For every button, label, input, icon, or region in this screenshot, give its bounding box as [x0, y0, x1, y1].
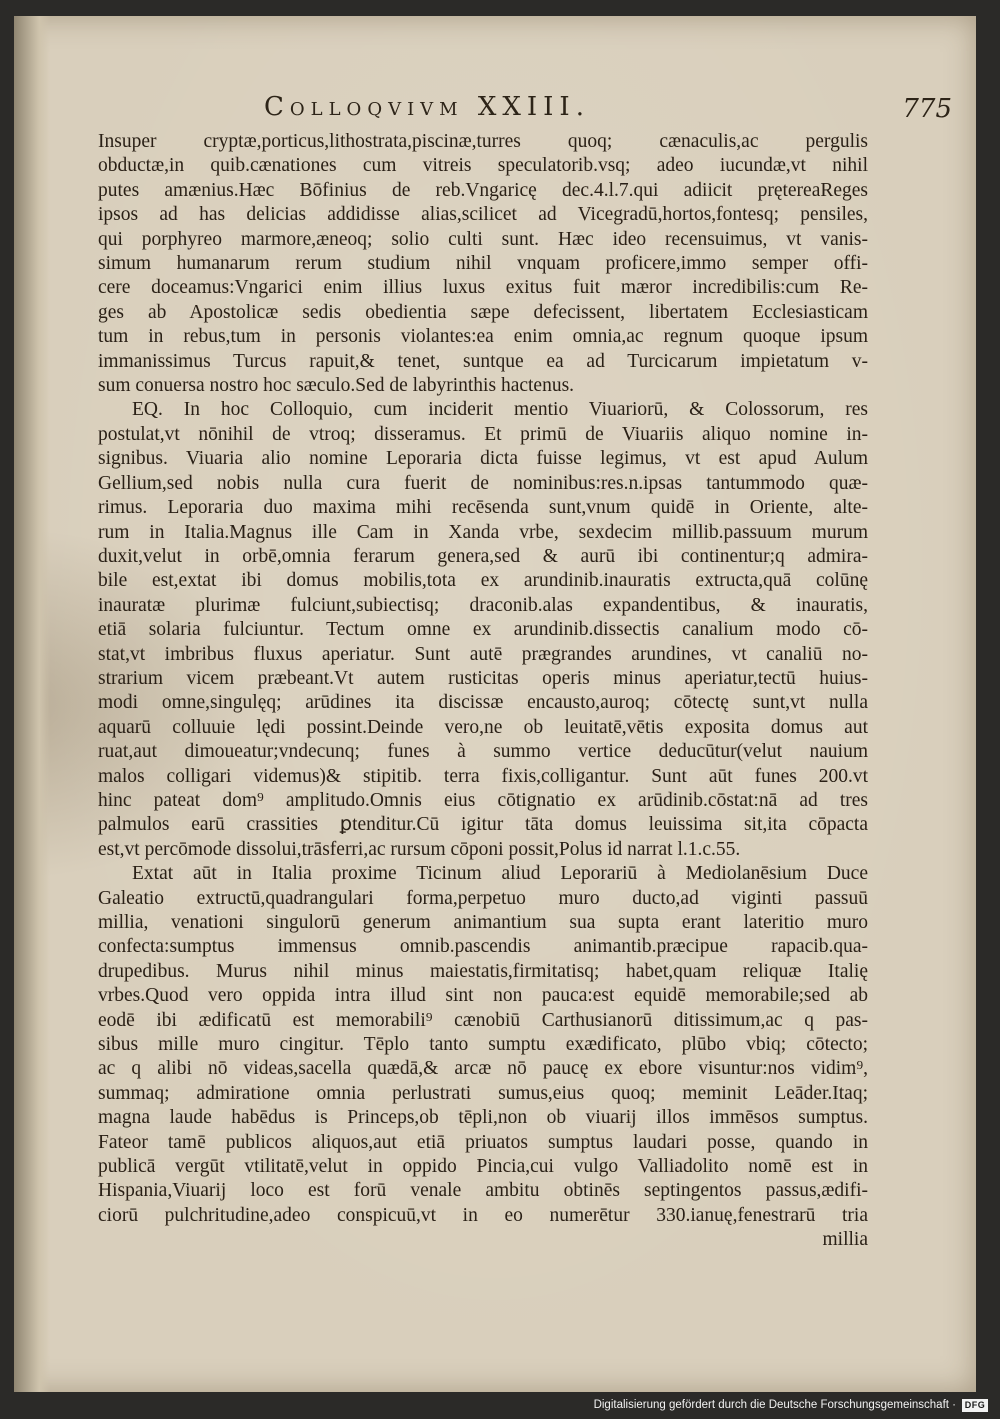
text-line: magna laude habēdus is Princeps,ob tēpli,non ob viuarij illos immēsos sumptus. [98, 1107, 868, 1129]
body-text [98, 130, 868, 1253]
text-line: immanissimus Turcus rapuit,& tenet, suntque ea ad Turcicarum impietatum v- [98, 350, 868, 372]
text-line: Extat aūt in Italia proxime Ticinum aliud Leporariū à Mediolanēsium Duce [132, 863, 868, 885]
text-line: ruat,aut dimoueatur;vndecunq; funes à summo vertice deducūtur(velut nauium [98, 741, 868, 763]
text-line: malos colligari videmus)& stipitib. terra fixis,colligantur. Sunt aūt funes 200.vt [98, 765, 868, 787]
text-line: qui porphyreo marmore,æneoq; solio culti sunt. Hæc ideo recensuimus, vt vanis- [98, 228, 868, 250]
text-line: tum in rebus,tum in personis violantes:ea enim omnia,ac regnum quoque ipsum [98, 326, 868, 348]
text-line: stat,vt imbribus fluxus aperiatur. Sunt autē prægrandes arundines, vt canaliū no- [98, 643, 868, 665]
text-line: ac q alibi nō videas,sacella quædā,& arcæ nō paucę ex ebore visuntur:nos vidim⁹, [98, 1058, 868, 1080]
text-line: etiā solaria fulciuntur. Tectum omne ex arundinib.dissectis canalium modo cō- [98, 619, 868, 641]
dfg-logo: DFG [962, 1399, 988, 1412]
text-line: Hispania,Viuarij loco est forū venale ambitu obtinēs septingentos passus,ædifi- [98, 1180, 868, 1202]
text-line: cere doceamus:Vngarici enim illius luxus exitus fuit mæror incredibilis:cum Re- [98, 277, 868, 299]
text-line: rum in Italia.Magnus ille Cam in Xanda vrbe, sexdecim millib.passuum murum [98, 521, 868, 543]
running-header [14, 92, 976, 132]
text-line: palmulos earū crassities ꝑtenditur.Cū igitur tāta domus leuissima sit,ita cōpacta [98, 814, 868, 836]
text-line: sibus mille muro cingitur. Tēplo tanto sumptu exædificato, plūbo vbiq; cōtecto; [98, 1034, 868, 1056]
text-line: rimus. Leporaria duo maxima mihi recēsenda sunt,vnum quidē in Oriente, alte- [98, 497, 868, 519]
text-line: EQ. In hoc Colloquio, cum inciderit mentio Viuariorū, & Colossorum, res [132, 399, 868, 421]
text-line: modi omne,singulęq; arūdines ita discissæ encausto,auroq; cōtectę sunt,vt nulla [98, 692, 868, 714]
text-line: drupedibus. Murus nihil minus maiestatis,firmitatisq; habet,quam reliquæ Italię [98, 960, 868, 982]
text-line: Gellium,sed nobis nulla cura fuerit de nominibus:res.n.ipsas tantummodo quæ- [98, 472, 868, 494]
text-line: ipsos ad has delicias addidisse alias,scilicet ad Vicegradū,hortos,fontesq; pensiles, [98, 204, 868, 226]
text-line: confecta:sumptus immensus omnib.pascendis animantib.præcipue rapacib.qua- [98, 936, 868, 958]
book-page [14, 16, 976, 1392]
digitization-credit [594, 1395, 988, 1415]
text-line: eodē ibi ædificatū est memorabili⁹ cænobiū Carthusianorū ditissimum,ac q pas- [98, 1009, 868, 1031]
text-line: ciorū pulchritudine,adeo conspicuū,vt in eo numerētur 330.ianuę,fenestrarū tria [98, 1204, 868, 1226]
credit-text: Digitalisierung gefördert durch die Deutsche Forschungsgemeinschaft · [593, 1399, 956, 1411]
text-line: postulat,vt nōnihil de vtroq; disseramus. Et primū de Viuariis aliquo nomine in- [98, 423, 868, 445]
text-line: publicā vergūt vtilitatē,velut in oppido Pincia,cui vulgo Valliadolito nomē est in [98, 1156, 868, 1178]
text-line: hinc pateat dom⁹ amplitudo.Omnis eius cōtignatio ex arūdinib.cōstat:nā ad tres [98, 789, 868, 811]
page-number: 775 [902, 94, 952, 124]
text-line: ges ab Apostolicæ sedis obedientia sæpe defecissent, libertatem Ecclesiasticam [98, 301, 868, 323]
text-line: summaq; admiratione omnia perlustrati sumus,eius quoq; meminit Leāder.Itaq; [98, 1082, 868, 1104]
text-line: strarium vicem præbeant.Vt autem rusticitas operis minus aperiatur,tectū huius- [98, 667, 868, 689]
text-line: aquarū colluuie lędi possint.Deinde vero,ne ob leuitatē,vētis exposita domus aut [98, 716, 868, 738]
text-line: putes amænius.Hæc Bōfinius de reb.Vngaricę dec.4.l.7.qui adiicit prętereaReges [98, 179, 868, 201]
text-line: est,vt percōmode dissolui,trāsferri,ac rursum cōponi possit,Polus id narrat l.1.c.55. [98, 838, 741, 860]
text-line: Galeatio extructū,quadrangulari forma,perpetuo muro ducto,ad viginti passuū [98, 887, 868, 909]
text-line: millia, venationi singulorū generum animantium sua supta erant lateritio muro [98, 912, 868, 933]
text-line: sum conuersa nostro hoc sæculo.Sed de labyrinthis hactenus. [98, 375, 575, 397]
page-gutter [14, 16, 50, 1392]
running-title: Colloqvivm XXIII. [264, 92, 590, 122]
text-line: Insuper cryptæ,porticus,lithostrata,piscinæ,turres quoq; cænaculis,ac pergulis [98, 131, 868, 152]
text-line: signibus. Viuaria alio nomine Leporaria dicta fuisse legimus, vt est apud Aulum [98, 448, 868, 470]
text-line: millia [822, 1229, 868, 1251]
text-line: vrbes.Quod vero oppida intra illud sint non pauca:est equidē memorabile;sed ab [98, 985, 868, 1007]
text-line: simum humanarum rerum studium nihil vnquam proficere,immo semper offi- [98, 253, 868, 275]
text-line: Fateor tamē publicos aliquos,aut etiā priuatos sumptus laudari posse, quando in [98, 1131, 868, 1153]
text-line: inauratæ plurimæ fulciunt,subiectisq; draconib.alas expandentibus, & inauratis, [98, 594, 868, 616]
text-line: duxit,velut in orbē,omnia ferarum genera,sed & aurū ibi continentur;q admira- [98, 545, 868, 567]
text-line: obductæ,in quib.cænationes cum vitreis speculatorib.vsq; adeo iucundæ,vt nihil [98, 155, 868, 177]
text-line: bile est,extat ibi domus mobilis,tota ex arundinib.inauratis extructa,quā colūnę [98, 570, 868, 592]
